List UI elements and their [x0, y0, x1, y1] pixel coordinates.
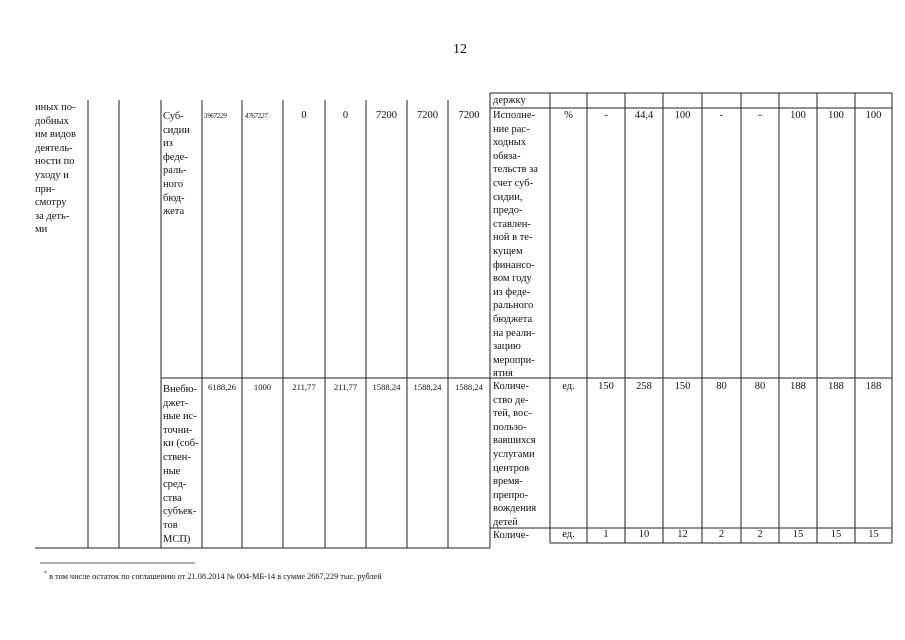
- indicator-value: 188: [828, 381, 844, 392]
- indicator-value: 15: [830, 529, 842, 540]
- indicator-text: Количе-: [493, 530, 529, 541]
- footnote: [44, 571, 382, 581]
- value-cell: 211,77: [333, 382, 358, 392]
- indicator-value: 1: [603, 529, 609, 540]
- unit-cell: %: [564, 110, 573, 121]
- funding-source-federal: Суб- сидии из феде- раль- ного бюд- жета: [163, 111, 190, 218]
- indicator-fragment: держку: [493, 95, 526, 106]
- indicator-value: 100: [790, 110, 806, 121]
- value-cell: 1588,24: [372, 382, 401, 392]
- page-number: 12: [453, 42, 467, 57]
- indicator-value: 15: [792, 529, 804, 540]
- indicator-value: 2: [718, 529, 725, 540]
- indicator-text: Количе- ство де- тей, вос- пользо- вавшихся услугами центров время- препро- вождения детей: [493, 381, 537, 528]
- indicator-value: 100: [865, 110, 882, 121]
- amount-1: 6188,26: [208, 382, 236, 392]
- indicator-value: 44,4: [634, 110, 654, 121]
- indicator-value: 12: [677, 529, 688, 540]
- indicator-value: 80: [754, 381, 766, 392]
- value-cell: 7200: [376, 110, 397, 121]
- indicator-value: 80: [716, 381, 727, 392]
- value-cell: 1588,24: [413, 382, 442, 392]
- indicator-value: -: [604, 110, 608, 121]
- indicator-value: 15: [868, 529, 879, 540]
- activity-text: иных по- добных им видов деятель- ности по уходу и при- смотру за деть- ми: [35, 102, 77, 236]
- unit-cell: ед.: [562, 529, 575, 540]
- indicator-value: -: [758, 110, 762, 121]
- value-cell: 7200: [458, 110, 480, 121]
- funding-source-extrabudgetary: Внебю- джет- ные ис- точни- ки (соб- ствен- ные сред- ства субъек- тов МСП): [163, 384, 199, 545]
- indicator-value: 150: [674, 381, 691, 392]
- indicator-value: 150: [598, 381, 614, 392]
- amount-1: 3967229: [204, 112, 227, 120]
- amount-2: 4767227: [245, 112, 268, 120]
- indicator-value: 188: [865, 381, 882, 392]
- indicator-text: Исполне- ние рас- ходных обяза- тельств за счет суб- сидии, предо- ставлен- ной в те- кущем финансо- вом году из феде- рального бюджета на реали- зацию меропри- ятия: [493, 110, 538, 380]
- value-cell: 0: [342, 110, 349, 121]
- value-cell: 0: [301, 110, 307, 121]
- unit-cell: ед.: [562, 381, 575, 392]
- value-cell: 1588,24: [455, 382, 483, 392]
- indicator-value: 100: [828, 110, 844, 121]
- amount-2: 1000: [253, 382, 272, 392]
- indicator-value: 258: [636, 381, 652, 392]
- footnote-text: в том числе остаток по соглашению от 21.08.2014 № 004-МБ-14 в сумме 2667,229 тыс. рублей: [47, 571, 382, 581]
- value-cell: 7200: [417, 110, 438, 121]
- value-cell: 211,77: [292, 382, 316, 392]
- indicator-value: -: [719, 110, 724, 121]
- indicator-value: 100: [674, 110, 691, 121]
- indicator-value: 188: [790, 381, 806, 392]
- indicator-value: 2: [757, 529, 763, 540]
- indicator-value: 10: [638, 529, 650, 540]
- footnote-mark: *: [44, 571, 47, 577]
